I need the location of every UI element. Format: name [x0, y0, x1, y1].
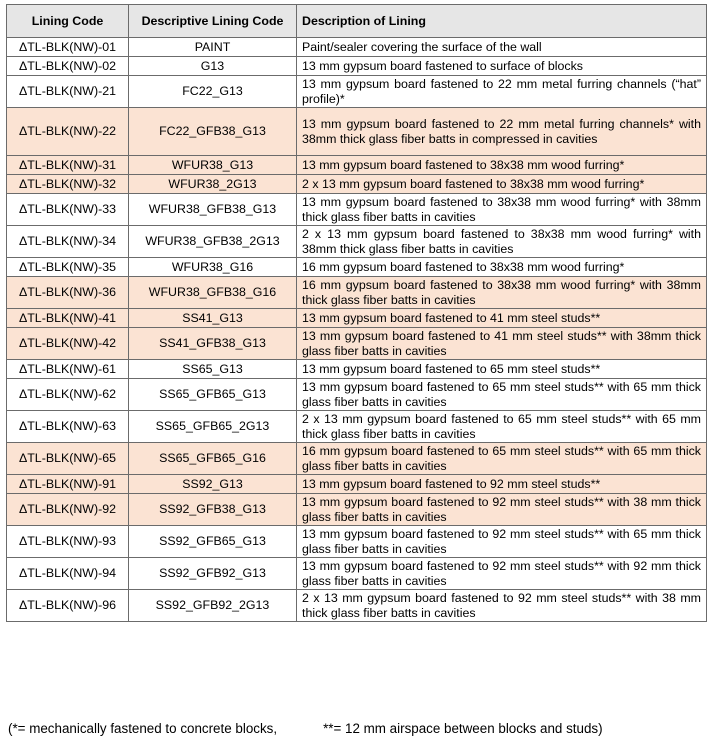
table-row — [7, 360, 707, 379]
footnote-note-1: (*= mechanically fastened to concrete blocks, — [8, 721, 278, 736]
descriptive-lining-code-cell: SS41_GFB38_G13 — [129, 328, 297, 360]
lining-code-cell: ΔTL-BLK(NW)-92 — [7, 494, 129, 526]
descriptive-lining-code-cell: SS92_GFB65_G13 — [129, 526, 297, 558]
description-cell: 2 x 13 mm gypsum board fastened to 65 mm steel studs** with 65 mm thick glass fiber batts in cavities — [297, 411, 707, 443]
lining-code-cell: ΔTL-BLK(NW)-32 — [7, 175, 129, 194]
description-cell: 13 mm gypsum board fastened to 65 mm steel studs** with 65 mm thick glass fiber batts in cavities — [297, 379, 707, 411]
lining-code-cell: ΔTL-BLK(NW)-01 — [7, 38, 129, 57]
table-row — [7, 379, 707, 411]
descriptive-lining-code-cell: SS65_GFB65_2G13 — [129, 411, 297, 443]
description-cell: 16 mm gypsum board fastened to 65 mm steel studs** with 65 mm thick glass fiber batts in cavities — [297, 443, 707, 475]
description-cell: 2 x 13 mm gypsum board fastened to 38x38 mm wood furring* — [297, 175, 707, 194]
table-row — [7, 226, 707, 258]
lining-code-cell: ΔTL-BLK(NW)-21 — [7, 76, 129, 108]
description-cell: 13 mm gypsum board fastened to 38x38 mm wood furring* — [297, 156, 707, 175]
description-cell: 13 mm gypsum board fastened to 65 mm steel studs** — [297, 360, 707, 379]
footnote — [8, 721, 603, 736]
table-row — [7, 309, 707, 328]
lining-code-cell: ΔTL-BLK(NW)-31 — [7, 156, 129, 175]
table-header — [7, 5, 707, 38]
header-description-of-lining: Description of Lining — [297, 5, 707, 38]
table-row — [7, 411, 707, 443]
footnote-note-2: **= 12 mm airspace between blocks and studs) — [323, 721, 603, 736]
description-cell: 13 mm gypsum board fastened to 22 mm metal furring channels* with 38mm thick glass fiber batts in compressed in cavities — [297, 108, 707, 156]
table-row — [7, 494, 707, 526]
table-row — [7, 526, 707, 558]
description-cell: 13 mm gypsum board fastened to 38x38 mm wood furring* with 38mm thick glass fiber batts in cavities — [297, 194, 707, 226]
table-row — [7, 156, 707, 175]
table-row — [7, 57, 707, 76]
descriptive-lining-code-cell: WFUR38_GFB38_G16 — [129, 277, 297, 309]
header-descriptive-lining-code: Descriptive Lining Code — [129, 5, 297, 38]
description-cell: 13 mm gypsum board fastened to 41 mm steel studs** — [297, 309, 707, 328]
header-lining-code: Lining Code — [7, 5, 129, 38]
lining-code-cell: ΔTL-BLK(NW)-41 — [7, 309, 129, 328]
lining-code-cell: ΔTL-BLK(NW)-42 — [7, 328, 129, 360]
lining-code-cell: ΔTL-BLK(NW)-61 — [7, 360, 129, 379]
descriptive-lining-code-cell: SS65_G13 — [129, 360, 297, 379]
lining-table — [6, 4, 707, 622]
lining-code-cell: ΔTL-BLK(NW)-33 — [7, 194, 129, 226]
descriptive-lining-code-cell: WFUR38_G16 — [129, 258, 297, 277]
descriptive-lining-code-cell: FC22_G13 — [129, 76, 297, 108]
descriptive-lining-code-cell: SS92_GFB92_2G13 — [129, 590, 297, 622]
description-cell: 13 mm gypsum board fastened to 92 mm steel studs** with 38 mm thick glass fiber batts in cavities — [297, 494, 707, 526]
description-cell: 13 mm gypsum board fastened to 92 mm steel studs** with 92 mm thick glass fiber batts in cavities — [297, 558, 707, 590]
descriptive-lining-code-cell: G13 — [129, 57, 297, 76]
description-cell: 13 mm gypsum board fastened to 41 mm steel studs** with 38mm thick glass fiber batts in cavities — [297, 328, 707, 360]
table-row — [7, 475, 707, 494]
lining-code-cell: ΔTL-BLK(NW)-96 — [7, 590, 129, 622]
lining-code-cell: ΔTL-BLK(NW)-93 — [7, 526, 129, 558]
description-cell: 13 mm gypsum board fastened to 92 mm steel studs** — [297, 475, 707, 494]
header-row — [7, 5, 707, 38]
descriptive-lining-code-cell: WFUR38_G13 — [129, 156, 297, 175]
description-cell: 16 mm gypsum board fastened to 38x38 mm wood furring* — [297, 258, 707, 277]
table-row — [7, 108, 707, 156]
table-row — [7, 76, 707, 108]
table-row — [7, 258, 707, 277]
table-body — [7, 38, 707, 622]
lining-code-cell: ΔTL-BLK(NW)-94 — [7, 558, 129, 590]
descriptive-lining-code-cell: PAINT — [129, 38, 297, 57]
descriptive-lining-code-cell: FC22_GFB38_G13 — [129, 108, 297, 156]
description-cell: Paint/sealer covering the surface of the wall — [297, 38, 707, 57]
description-cell: 2 x 13 mm gypsum board fastened to 38x38 mm wood furring* with 38mm thick glass fiber batts in cavities — [297, 226, 707, 258]
descriptive-lining-code-cell: SS65_GFB65_G16 — [129, 443, 297, 475]
lining-code-cell: ΔTL-BLK(NW)-65 — [7, 443, 129, 475]
lining-code-cell: ΔTL-BLK(NW)-36 — [7, 277, 129, 309]
table-row — [7, 194, 707, 226]
table-row — [7, 558, 707, 590]
descriptive-lining-code-cell: WFUR38_GFB38_2G13 — [129, 226, 297, 258]
description-cell: 13 mm gypsum board fastened to surface of blocks — [297, 57, 707, 76]
lining-code-cell: ΔTL-BLK(NW)-62 — [7, 379, 129, 411]
lining-code-cell: ΔTL-BLK(NW)-91 — [7, 475, 129, 494]
lining-code-cell: ΔTL-BLK(NW)-35 — [7, 258, 129, 277]
lining-code-cell: ΔTL-BLK(NW)-34 — [7, 226, 129, 258]
table-row — [7, 277, 707, 309]
table-row — [7, 328, 707, 360]
description-cell: 13 mm gypsum board fastened to 92 mm steel studs** with 65 mm thick glass fiber batts in cavities — [297, 526, 707, 558]
descriptive-lining-code-cell: WFUR38_2G13 — [129, 175, 297, 194]
lining-code-cell: ΔTL-BLK(NW)-02 — [7, 57, 129, 76]
descriptive-lining-code-cell: SS41_G13 — [129, 309, 297, 328]
descriptive-lining-code-cell: SS92_G13 — [129, 475, 297, 494]
lining-code-cell: ΔTL-BLK(NW)-63 — [7, 411, 129, 443]
table-row — [7, 590, 707, 622]
lining-code-cell: ΔTL-BLK(NW)-22 — [7, 108, 129, 156]
descriptive-lining-code-cell: WFUR38_GFB38_G13 — [129, 194, 297, 226]
descriptive-lining-code-cell: SS65_GFB65_G13 — [129, 379, 297, 411]
description-cell: 2 x 13 mm gypsum board fastened to 92 mm steel studs** with 38 mm thick glass fiber batts in cavities — [297, 590, 707, 622]
description-cell: 13 mm gypsum board fastened to 22 mm metal furring channels (“hat” profile)* — [297, 76, 707, 108]
table-row — [7, 38, 707, 57]
descriptive-lining-code-cell: SS92_GFB92_G13 — [129, 558, 297, 590]
table-row — [7, 443, 707, 475]
description-cell: 16 mm gypsum board fastened to 38x38 mm wood furring* with 38mm thick glass fiber batts in cavities — [297, 277, 707, 309]
table-row — [7, 175, 707, 194]
descriptive-lining-code-cell: SS92_GFB38_G13 — [129, 494, 297, 526]
